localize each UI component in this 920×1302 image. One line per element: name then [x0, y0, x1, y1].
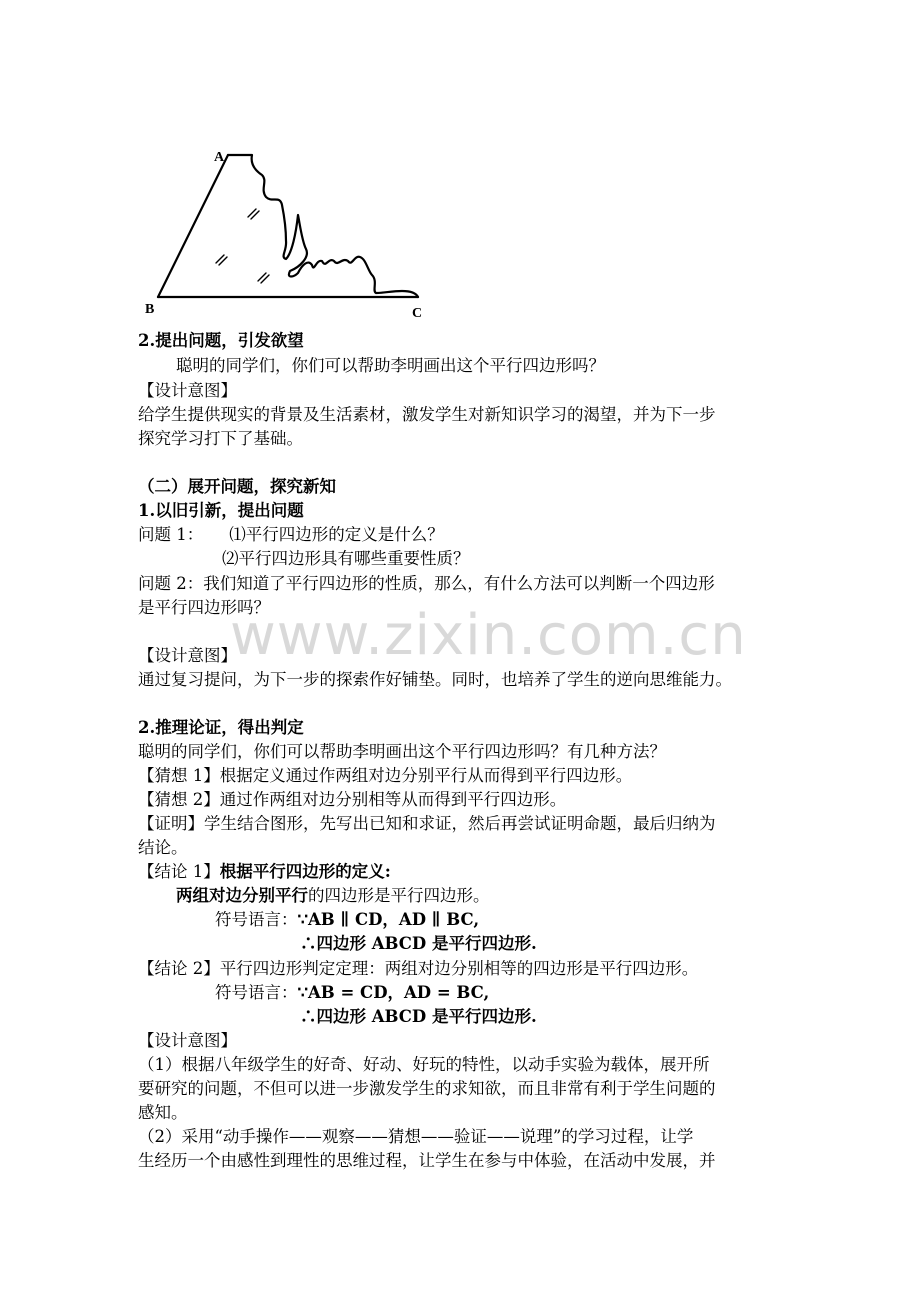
- edge-ab: [158, 155, 228, 297]
- conclusion-text: 根据平行四边形的定义:: [219, 862, 391, 881]
- vertex-label-c: C: [412, 306, 423, 321]
- conclusion-line: [138, 861, 391, 883]
- paragraph-line: （2）采用“动手操作——观察——猜想——验证——说理”的学习过程，让学: [138, 1127, 694, 1146]
- paragraph-line: 聪明的同学们，你们可以帮助李明画出这个平行四边形吗？有几种方法？: [138, 742, 666, 761]
- paragraph-line: 通过复习提问，为下一步的探索作好铺垫。同时，也培养了学生的逆向思维能力。: [138, 670, 732, 689]
- question-text: ⑴平行四边形的定义是什么？: [229, 525, 444, 544]
- symbol-label: 符号语言：: [215, 983, 298, 1002]
- symbol-line: ∴四边形 ABCD 是平行四边形.: [300, 934, 537, 953]
- symbol-line: [215, 909, 479, 931]
- paragraph-line: 感知。: [138, 1103, 188, 1122]
- section-heading: 1.以旧引新，提出问题: [138, 501, 304, 520]
- design-intent-label: 【设计意图】: [138, 381, 237, 400]
- symbol-text: ∵AB = CD，AD = BC,: [297, 983, 490, 1002]
- vertex-label-b: B: [145, 302, 155, 317]
- symbol-label: 符号语言：: [215, 910, 298, 929]
- paragraph-line: 是平行四边形吗？: [138, 598, 270, 617]
- paragraph-line: 【证明】学生结合图形，先写出已知和求证，然后再尝试证明命题，最后归纳为: [138, 814, 716, 833]
- design-intent-label: 【设计意图】: [138, 1031, 237, 1050]
- paragraph-line: 结论。: [138, 838, 188, 857]
- conclusion-line: [176, 885, 490, 907]
- design-intent-label: 【设计意图】: [138, 646, 237, 665]
- question-line: [138, 524, 444, 546]
- emphasis-text: 两组对边分别平行: [176, 886, 308, 905]
- paragraph-line: 给学生提供现实的背景及生活素材，激发学生对新知识学习的渴望，并为下一步: [138, 405, 716, 424]
- symbol-text: ∵AB ∥ CD，AD ∥ BC,: [297, 910, 480, 929]
- paragraph-line: 问题 2：我们知道了平行四边形的性质，那么，有什么方法可以判断一个四边形: [138, 574, 715, 593]
- paragraph-line: 探究学习打下了基础。: [138, 429, 303, 448]
- plain-text: 的四边形是平行四边形。: [308, 886, 490, 905]
- broken-edge: [228, 155, 418, 297]
- symbol-line: [215, 982, 489, 1004]
- section-heading: （二）展开问题，探究新知: [138, 477, 336, 496]
- paragraph-line: 【猜想 1】根据定义通过作两组对边分别平行从而得到平行四边形。: [138, 766, 633, 785]
- vertex-label-a: A: [214, 150, 225, 165]
- paragraph-line: 要研究的问题，不但可以进一步激发学生的求知欲，而且非常有利于学生问题的: [138, 1079, 716, 1098]
- symbol-line: ∴四边形 ABCD 是平行四边形.: [300, 1007, 537, 1026]
- section-heading: 2.提出问题，引发欲望: [138, 331, 304, 350]
- paragraph-line: 【猜想 2】通过作两组对边分别相等从而得到平行四边形。: [138, 790, 567, 809]
- section-heading: 2.推理论证，得出判定: [138, 718, 304, 737]
- watermark: www.zixin.com.cn: [230, 603, 747, 668]
- broken-triangle-figure: [140, 145, 440, 325]
- paragraph-line: 聪明的同学们，你们可以帮助李明画出这个平行四边形吗？: [176, 356, 605, 375]
- paragraph-line: （1）根据八年级学生的好奇、好动、好玩的特性，以动手实验为载体，展开所: [138, 1055, 710, 1074]
- paragraph-line: 生经历一个由感性到理性的思维过程，让学生在参与中体验，在活动中发展，并: [138, 1151, 716, 1170]
- conclusion-line: 【结论 2】平行四边形判定定理：两组对边分别相等的四边形是平行四边形。: [138, 959, 699, 978]
- question-line: ⑵平行四边形具有哪些重要性质？: [222, 549, 470, 568]
- question-label: 问题 1：: [138, 525, 204, 544]
- conclusion-label: 【结论 1】: [138, 862, 220, 881]
